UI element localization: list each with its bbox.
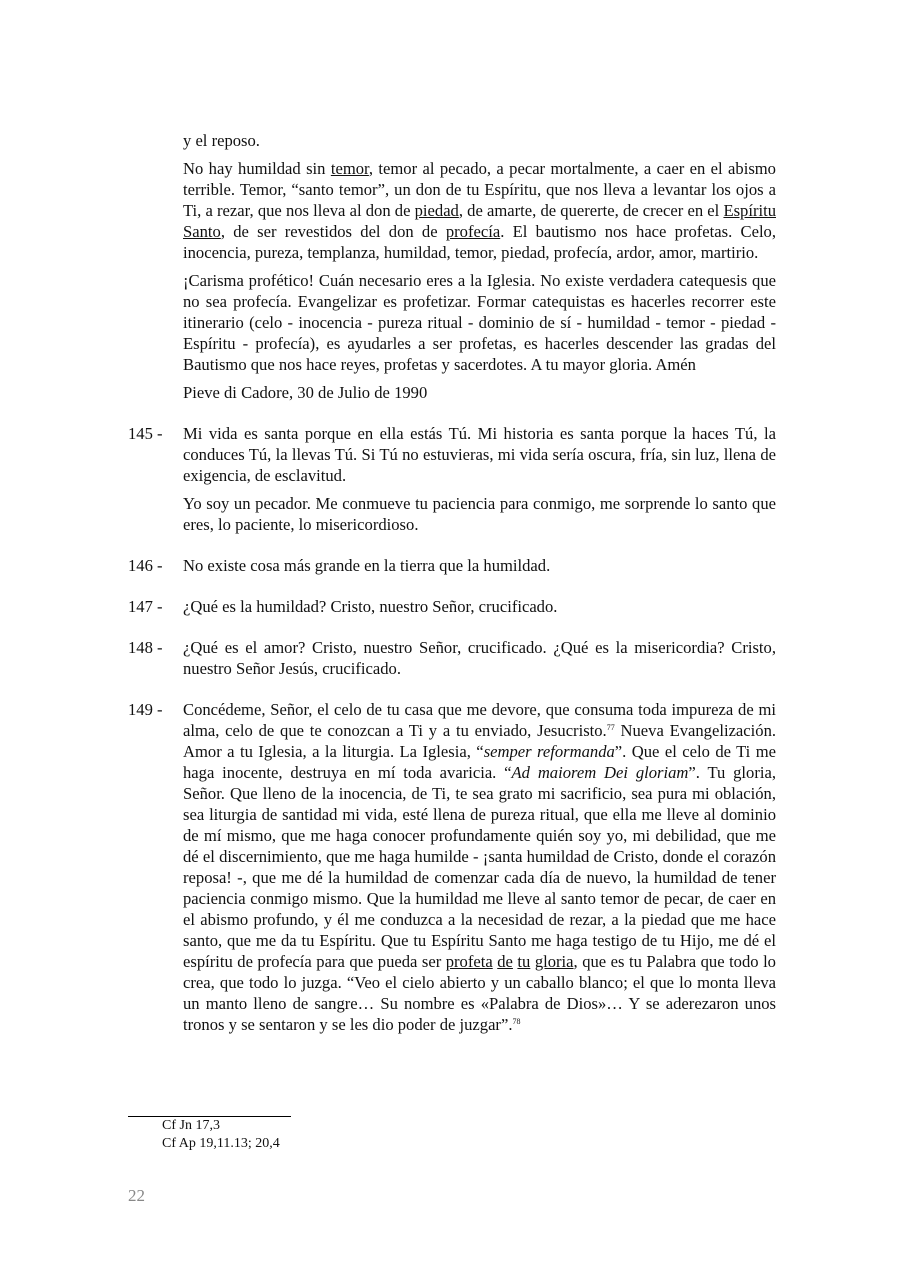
text-span: No existe cosa más grande en la tierra que la humildad.: [183, 556, 551, 575]
entry: [128, 596, 776, 617]
text-span: y el reposo.: [183, 131, 260, 150]
underlined-text: Espíritu: [723, 201, 776, 220]
italic-text: Ad maiorem Dei gloriam: [511, 763, 689, 782]
underlined-text: piedad: [414, 201, 459, 220]
underlined-text: tu: [517, 952, 531, 971]
text-span: ”. Tu gloria, Señor. Que lleno de la inocencia, de Ti, te sea grato mi sacrificio, sea pura mi oblación, sea liturgia de santidad mi vida, esté llena de pureza ritual, que ella me lleve al dominio de mí mismo, que me haga conocer profundamente quién soy yo, mi debilidad, que me dé el discernimiento, que me haga humilde - ¡santa humildad de Cristo, donde el corazón reposa! -, que me dé la humildad de comenzar cada día de nuevo, la humildad de tener paciencia conmigo mismo. Que la humildad me lleve al santo temor de pecar, de caer en el abismo profundo, y él me conduzca a la necesidad de rezar, a la piedad que me hace santo, que me da tu Espíritu. Que tu Espíritu Santo me haga testigo de tu Hijo, me dé el espíritu de profecía para que pueda ser: [183, 763, 776, 971]
paragraph: [183, 596, 776, 617]
entry-body: [183, 596, 776, 617]
paragraph: [183, 423, 776, 486]
paragraph: [183, 270, 776, 375]
entry-body: [183, 130, 776, 403]
entry-number: 145 -: [128, 424, 163, 443]
footnote-ref: 77: [606, 723, 615, 732]
underlined-text: temor: [330, 159, 369, 178]
text-span: Mi vida es santa porque en ella estás Tú. Mi historia es santa porque la haces Tú, la conduces Tú, la llevas Tú. Si Tú no estuvieras, mi vida sería oscura, fría, sin luz, llena de exigencia, de esclavitud.: [183, 424, 776, 485]
text-span: . El bautismo nos hace profetas. Celo, inocencia, pureza, templanza, humildad, temor, piedad, profecía, ardor, amor, martirio.: [183, 222, 776, 262]
entry-number: 146 -: [128, 556, 163, 575]
text-span: ¡Carisma profético! Cuán necesario eres a la Iglesia. No existe verdadera catequesis que no sea profecía. Evangelizar es profetizar. Formar catequistas es hacerles recorrer este itinerario (celo - inocencia - pureza ritual - dominio de sí - humildad - temor - piedad - Espíritu - profecía), es ayudarles a ser profetas, es hacerles descender las gradas del Bautismo que nos hace reyes, profetas y sacerdotes. A tu mayor gloria. Amén: [183, 271, 776, 374]
entry-body: [183, 699, 776, 1035]
paragraph: [183, 637, 776, 679]
underlined-text: Santo: [183, 222, 221, 241]
entry-number: [128, 130, 183, 403]
text-span: , que es tu Palabra que todo lo crea, que todo lo juzga. “Veo el cielo abierto y un caballo blanco; el que lo monta lleva un manto lleno de sangre… Su nombre es «Palabra de Dios»… Y se aderezaron unos tronos y se sentaron y se les dio poder de juzgar”.: [183, 952, 776, 1034]
footnote-77: Cf Jn 17,3: [162, 1118, 220, 1133]
text-span: , de amarte, de quererte, de crecer en el: [458, 201, 724, 220]
paragraph: [183, 493, 776, 535]
entry-body: [183, 555, 776, 576]
text-span: ¿Qué es la humildad? Cristo, nuestro Señor, crucificado.: [183, 597, 558, 616]
text-span: , de ser revestidos del don de: [220, 222, 446, 241]
entry-body: [183, 637, 776, 679]
text-span: Concédeme, Señor, el celo de tu casa que me devore, que consuma toda impureza de mi alma, celo de que te conozcan a Ti y a tu enviado, Jesucristo.: [183, 700, 776, 740]
entry: [128, 130, 776, 403]
underlined-text: profeta: [445, 952, 493, 971]
paragraph: [183, 130, 776, 151]
entry-number: 147 -: [128, 597, 163, 616]
entry-body: [183, 423, 776, 535]
italic-text: semper reformanda: [483, 742, 615, 761]
text-span: ”. Que el celo de Ti me haga inocente, destruya en mí toda avaricia. “: [183, 742, 776, 782]
entry-number: 148 -: [128, 638, 163, 657]
paragraph: [183, 158, 776, 263]
text-span: , temor al pecado, a pecar mortalmente, a caer en el abismo terrible. Temor, “santo temor”, un don de tu Espíritu, que nos lleva a levantar los ojos a Ti, a rezar, que nos lleva al don de: [183, 159, 776, 220]
text-span: No hay humildad sin: [183, 159, 331, 178]
text-span: ¿Qué es el amor? Cristo, nuestro Señor, crucificado. ¿Qué es la misericordia? Cristo, nuestro Señor Jesús, crucificado.: [183, 638, 776, 678]
text-span: Yo soy un pecador. Me conmueve tu paciencia para conmigo, me sorprende lo santo que eres, lo paciente, lo misericordioso.: [183, 494, 776, 534]
footnotes: [162, 1117, 280, 1153]
entry: [128, 637, 776, 679]
page-body: [128, 130, 776, 1055]
footnote-ref: 78: [512, 1017, 521, 1026]
entry-number: 149 -: [128, 700, 163, 719]
footnote-78: Cf Ap 19,11.13; 20,4: [162, 1136, 280, 1151]
paragraph: [183, 555, 776, 576]
underlined-text: de: [497, 952, 513, 971]
text-span: Nueva Evangelización. Amor a tu Iglesia, a la liturgia. La Iglesia, “: [183, 721, 777, 761]
underlined-text: profecía: [445, 222, 501, 241]
paragraph: [183, 382, 776, 403]
page-number: 22: [128, 1186, 145, 1205]
text-span: Pieve di Cadore, 30 de Julio de 1990: [183, 383, 428, 402]
entry: [128, 699, 776, 1035]
paragraph: [183, 699, 776, 1035]
entry: [128, 423, 776, 535]
underlined-text: gloria: [534, 952, 574, 971]
entry: [128, 555, 776, 576]
